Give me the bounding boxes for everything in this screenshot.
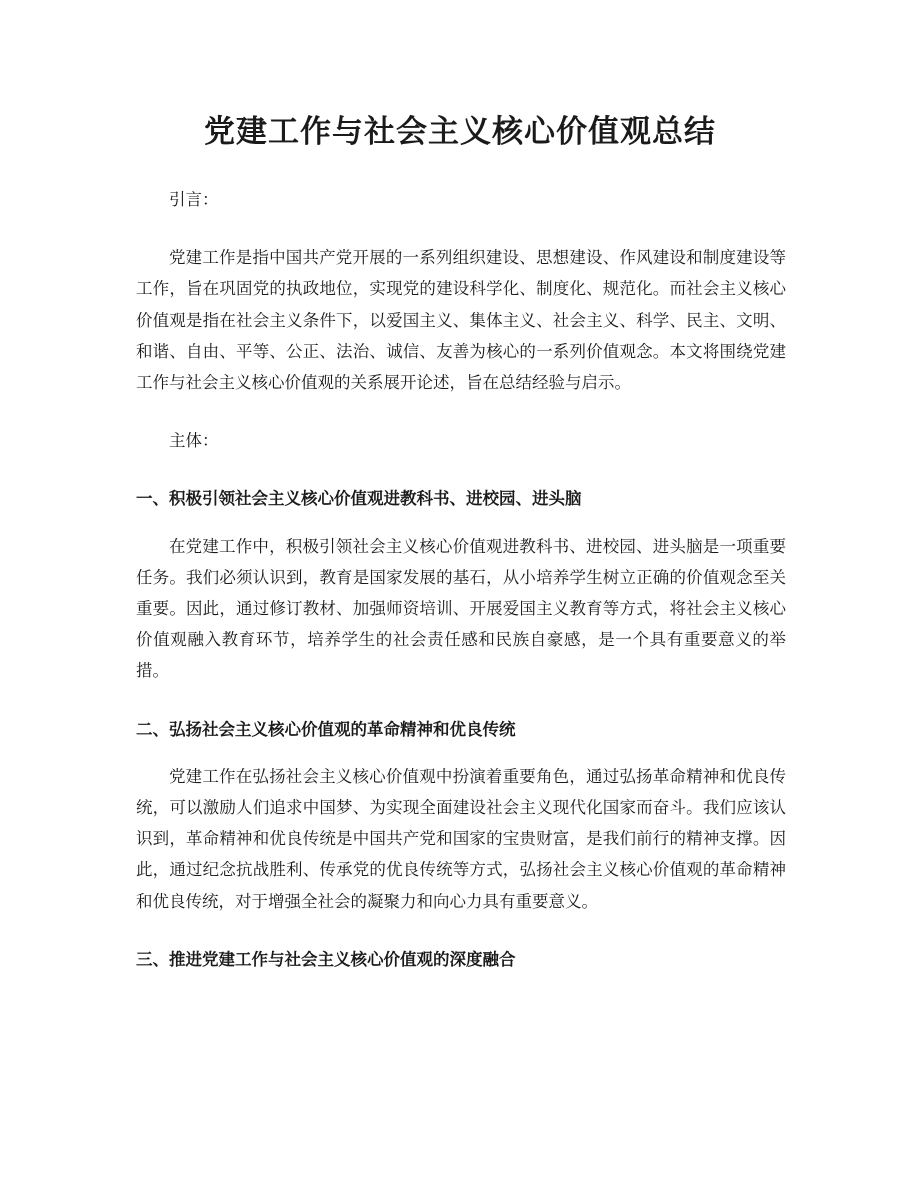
intro-paragraph: 党建工作是指中国共产党开展的一系列组织建设、思想建设、作风建设和制度建设等工作，旨在巩固党的执政地位，实现党的建设科学化、制度化、规范化。而社会主义核心价值观是指在社会主义条件下，以爱国主义、集体主义、社会主义、科学、民主、文明、和谐、自由、平等、公正、法治、诚信、友善为核心的一系列价值观念。本文将围绕党建工作与社会主义核心价值观的关系展开论述，旨在总结经验与启示。 [136, 248, 786, 393]
body-label: 主体： [169, 431, 219, 451]
intro-label: 引言： [169, 190, 219, 209]
section-heading-2: 二、弘扬社会主义核心价值观的革命精神和优良传统 [136, 719, 516, 739]
document-body [136, 184, 786, 991]
section-heading-1: 一、积极引领社会主义核心价值观进教科书、进校园、进头脑 [136, 489, 582, 509]
section-paragraph-2: 党建工作在弘扬社会主义核心价值观中扮演着重要角色，通过弘扬革命精神和优良传统，可以激励人们追求中国梦、为实现全面建设社会主义现代化国家而奋斗。我们应该认识到，革命精神和优良传统是中国共产党和国家的宝贵财富，是我们前行的精神支撑。因此，通过纪念抗战胜利、传承党的优良传统等方式，弘扬社会主义核心价值观的革命精神和优良传统，对于增强全社会的凝聚力和向心力具有重要意义。 [136, 766, 786, 911]
section-paragraph-1: 在党建工作中，积极引领社会主义核心价值观进教科书、进校园、进头脑是一项重要任务。我们必须认识到，教育是国家发展的基石，从小培养学生树立正确的价值观念至关重要。因此，通过修订教材、加强师资培训、开展爱国主义教育等方式，将社会主义核心价值观融入教育环节，培养学生的社会责任感和民族自豪感，是一个具有重要意义的举措。 [136, 536, 786, 681]
document-title: 党建工作与社会主义核心价值观总结 [204, 114, 716, 150]
section-heading-3: 三、推进党建工作与社会主义核心价值观的深度融合 [136, 949, 516, 969]
